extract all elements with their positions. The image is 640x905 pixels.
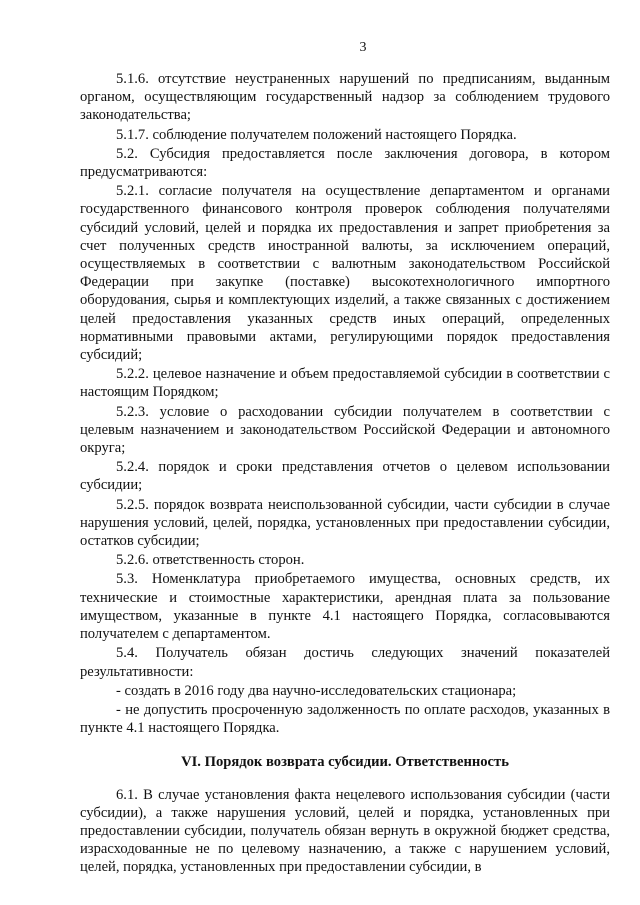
paragraph-5-2-5: 5.2.5. порядок возврата неиспользованной субсидии, части субсидии в случае нарушения условий, целей, порядка, установленных при предоставлении субсидии, остатков субсидии;	[80, 496, 610, 550]
paragraph-5-4: 5.4. Получатель обязан достичь следующих значений показателей результативности:	[80, 645, 610, 680]
paragraph-5-1-7: 5.1.7. соблюдение получателем положений настоящего Порядка.	[116, 126, 517, 143]
page-number: 3	[359, 40, 367, 55]
paragraph-5-2: 5.2. Субсидия предоставляется после заключения договора, в котором предусматриваются:	[80, 145, 610, 181]
list-item-create-stations: - создать в 2016 году два научно-исследовательских стационара;	[116, 682, 517, 699]
list-item-no-debt: - не допустить просроченную задолженность по оплате расходов, указанных в пункте 4.1 настоящего Порядка.	[80, 701, 610, 737]
paragraph-5-1-6: 5.1.6. отсутствие неустраненных нарушений по предписаниям, выданным органом, осуществляющим государственный надзор за соблюдением трудового законодательства;	[80, 71, 610, 124]
document-body	[80, 70, 610, 877]
paragraph-6-1: 6.1. В случае установления факта нецелевого использования субсидии (части субсидии), а также нарушения условий, целей и порядка, установленных при предоставлении субсидии, получатель обязан вернуть в окружной бюджет средства, израсходованные не по целевому назначению, а также с нарушением условий, целей, порядка, установленных при предоставлении субсидии, в	[80, 786, 610, 876]
paragraph-5-2-6: 5.2.6. ответственность сторон.	[116, 552, 305, 569]
paragraph-5-2-1: 5.2.1. согласие получателя на осуществление департаментом и органами государственного финансового контроля проверок соблюдения получателями субсидий условий, целей и порядка их предоставления и запрет приобретения за счет полученных средств иностранной валюты, за исключением операций, осуществляемых в соответствии с валютным законодательством Российской Федерации при закупке (поставке) высокотехнологичного импортного оборудования, сырья и комплектующих изделий, а также связанных с достижением целей предоставления указанных средств иных операций, определенных нормативными правовыми актами, регулирующими порядок предоставления субсидий;	[80, 183, 610, 364]
paragraph-5-2-4: 5.2.4. порядок и сроки представления отчетов о целевом использовании субсидии;	[80, 459, 610, 494]
section-heading: VI. Порядок возврата субсидии. Ответственность	[181, 754, 509, 771]
paragraph-5-3: 5.3. Номенклатура приобретаемого имущества, основных средств, их технические и стоимостные характеристики, арендная плата за пользование имуществом, указанные в пункте 4.1 настоящего Порядка, согласовываются получателем с департаментом.	[80, 571, 610, 643]
paragraph-5-2-3: 5.2.3. условие о расходовании субсидии получателем в соответствии с целевым назначением и законодательством Российской Федерации и автономного округа;	[80, 403, 610, 457]
paragraph-5-2-2: 5.2.2. целевое назначение и объем предоставляемой субсидии в соответствии с настоящим Порядком;	[80, 366, 610, 401]
